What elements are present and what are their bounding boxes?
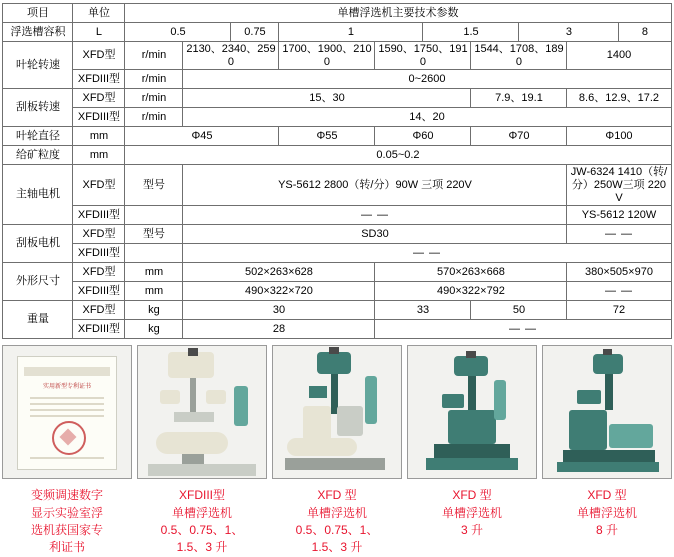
row-sub: XFD型 (73, 165, 125, 206)
table-row (3, 320, 671, 339)
cell: — — (375, 320, 671, 339)
row-sub: XFDIII型 (73, 282, 125, 301)
table-row (3, 89, 671, 108)
row-sub: XFDIII型 (73, 70, 125, 89)
table-row (3, 23, 671, 42)
table-row (3, 225, 671, 244)
certificate-photo (2, 345, 132, 479)
gallery-caption: XFDIII型 单槽浮选机 0.5、0.75、1、 1.5、3 升 (160, 488, 244, 555)
row-unit: r/min (125, 70, 183, 89)
row-unit: 型号 (125, 165, 183, 206)
xfd-3l-photo (407, 345, 537, 479)
row-unit: kg (125, 301, 183, 320)
table-row (3, 282, 671, 301)
table-row (3, 244, 671, 263)
row-label: 刮板转速 (3, 89, 73, 127)
gallery-caption: XFD 型 单槽浮选机 0.5、0.75、1、 1.5、3 升 (295, 488, 379, 555)
row-label: 给矿粒度 (3, 146, 73, 165)
cell: 0.5 (125, 23, 231, 42)
cell: YS-5612 2800（转/分）90W 三项 220V (183, 165, 567, 206)
cell: 490×322×720 (183, 282, 375, 301)
cell: 1.5 (423, 23, 519, 42)
gallery-item-certificate[interactable] (3, 345, 131, 557)
cell: 8.6、12.9、17.2 (567, 89, 671, 108)
row-sub: XFD型 (73, 42, 125, 70)
row-sub: XFD型 (73, 89, 125, 108)
cell: 0.75 (231, 23, 279, 42)
cell: — — (567, 282, 671, 301)
table-row (3, 70, 671, 89)
cell: 490×322×792 (375, 282, 567, 301)
cell: 1590、1750、1910 (375, 42, 471, 70)
row-unit: mm (73, 146, 125, 165)
cell: Φ100 (567, 127, 671, 146)
cell: — — (183, 206, 567, 225)
cell: 3 (519, 23, 619, 42)
cell: 50 (471, 301, 567, 320)
row-sub: XFD型 (73, 301, 125, 320)
table-row (3, 146, 671, 165)
cell: 14、20 (183, 108, 671, 127)
row-unit: r/min (125, 89, 183, 108)
cell: — — (183, 244, 671, 263)
cell: Φ60 (375, 127, 471, 146)
cell: YS-5612 120W (567, 206, 671, 225)
spec-table (2, 3, 671, 339)
cell: — — (567, 225, 671, 244)
gallery-item-xfd-multi[interactable] (273, 345, 401, 557)
row-label: 重量 (3, 301, 73, 339)
cell: 570×263×668 (375, 263, 567, 282)
row-unit: r/min (125, 42, 183, 70)
cell: 0.05~0.2 (125, 146, 671, 165)
row-sub: XFD型 (73, 263, 125, 282)
cell: 28 (183, 320, 375, 339)
gallery-caption: 变频调速数字 显示实验室浮 选机获国家专 利证书 (30, 488, 103, 555)
cell: Φ45 (125, 127, 279, 146)
gallery-caption: XFD 型 单槽浮选机 8 升 (576, 488, 637, 537)
cell: 7.9、19.1 (471, 89, 567, 108)
row-unit: mm (125, 282, 183, 301)
row-sub: XFD型 (73, 225, 125, 244)
row-unit: 型号 (125, 225, 183, 244)
row-label: 叶轮转速 (3, 42, 73, 89)
cell: 380×505×970 (567, 263, 671, 282)
gallery-caption: XFD 型 单槽浮选机 3 升 (441, 488, 502, 537)
cell: 30 (183, 301, 375, 320)
gallery-item-xfd-3l[interactable] (408, 345, 536, 557)
cell: 15、30 (183, 89, 471, 108)
row-sub: XFDIII型 (73, 206, 125, 225)
xfd-multi-photo (272, 345, 402, 479)
certificate-illustration: 实用新型专利证书 (17, 356, 117, 470)
table-row (3, 108, 671, 127)
page-root (0, 3, 674, 555)
cell: 8 (619, 23, 671, 42)
cell: SD30 (183, 225, 567, 244)
row-label: 浮选槽容积 (3, 23, 73, 42)
cell: 1700、1900、2100 (279, 42, 375, 70)
row-label: 外形尺寸 (3, 263, 73, 301)
cell: 72 (567, 301, 671, 320)
row-sub: XFDIII型 (73, 244, 125, 263)
row-sub: XFDIII型 (73, 320, 125, 339)
table-row (3, 301, 671, 320)
table-row (3, 127, 671, 146)
row-label: 主轴电机 (3, 165, 73, 225)
table-row (3, 42, 671, 70)
row-label: 叶轮直径 (3, 127, 73, 146)
product-gallery (3, 345, 671, 557)
cell: 0~2600 (183, 70, 671, 89)
header-unit: 单位 (73, 4, 125, 23)
table-header-row (3, 4, 671, 23)
row-label: 刮板电机 (3, 225, 73, 263)
gallery-item-xfd-8l[interactable] (543, 345, 671, 557)
row-unit: r/min (125, 108, 183, 127)
row-sub: XFDIII型 (73, 108, 125, 127)
header-title: 单槽浮选机主要技术参数 (125, 4, 671, 23)
cell: 1400 (567, 42, 671, 70)
table-row (3, 165, 671, 206)
xfdiii-photo (137, 345, 267, 479)
row-unit (125, 206, 183, 225)
cell: 502×263×628 (183, 263, 375, 282)
cell: Φ70 (471, 127, 567, 146)
cell: 33 (375, 301, 471, 320)
cell: 1 (279, 23, 423, 42)
cell: 2130、2340、2590 (183, 42, 279, 70)
row-unit: kg (125, 320, 183, 339)
xfd-8l-photo (542, 345, 672, 479)
header-item: 项目 (3, 4, 73, 23)
row-unit: L (73, 23, 125, 42)
row-unit (125, 244, 183, 263)
row-unit: mm (125, 263, 183, 282)
row-unit: mm (73, 127, 125, 146)
table-row (3, 206, 671, 225)
table-row (3, 263, 671, 282)
cell: 1544、1708、1890 (471, 42, 567, 70)
cell: JW-6324 1410（转/分）250W三项 220V (567, 165, 671, 206)
gallery-item-xfdiii[interactable] (138, 345, 266, 557)
cell: Φ55 (279, 127, 375, 146)
